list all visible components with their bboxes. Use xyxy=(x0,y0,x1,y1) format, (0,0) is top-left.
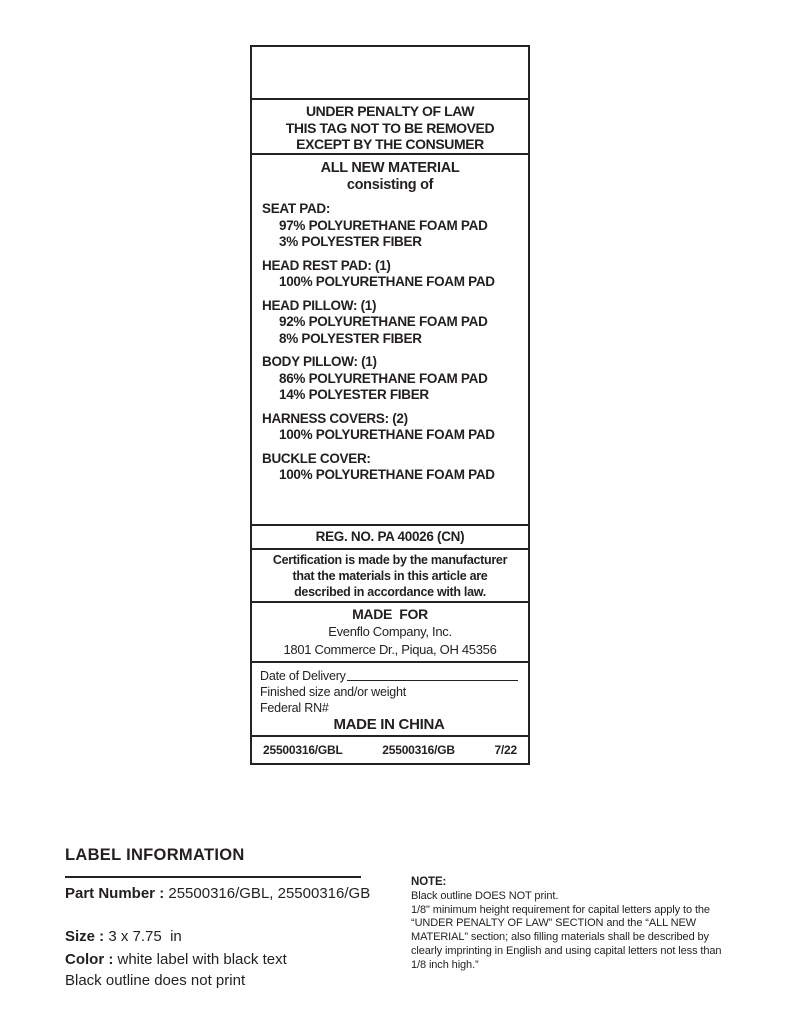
part-number-value: 25500316/GBL, 25500316/GB xyxy=(168,885,371,902)
penalty-line-2: THIS TAG NOT TO BE REMOVED xyxy=(285,119,495,136)
made-for-title: MADE FOR xyxy=(352,606,428,622)
material-name: BUCKLE COVER: xyxy=(262,450,371,466)
finished-size-label: Finished size and/or weight xyxy=(260,685,407,699)
part-number-gbl: 25500316/GBL xyxy=(263,743,343,757)
date-of-delivery-blank-line xyxy=(347,680,518,681)
material-name: SEAT PAD: xyxy=(262,201,331,216)
materials-subheader: consisting of xyxy=(346,177,434,193)
law-tag-label xyxy=(250,45,530,765)
date-of-delivery-label: Date of Delivery xyxy=(260,669,346,683)
certification-line-3: described in accordance with law. xyxy=(294,585,486,599)
part-number-gb: 25500316/GB xyxy=(382,743,455,757)
certification-line-2: that the materials in this article are xyxy=(292,569,488,583)
part-number-row xyxy=(65,885,370,902)
material-name: HARNESS COVERS: (2) xyxy=(262,410,408,426)
material-content: 8% POLYESTER FIBER xyxy=(279,330,422,346)
material-name: HEAD PILLOW: (1) xyxy=(262,297,377,313)
color-label: Color : xyxy=(65,951,114,968)
note-line-6: 1/8 inch high.” xyxy=(411,958,479,971)
size-row xyxy=(65,928,182,945)
color-value: white label with black text xyxy=(117,951,287,968)
material-content: 14% POLYESTER FIBER xyxy=(279,387,429,402)
date-code: 7/22 xyxy=(494,743,517,757)
color-row xyxy=(65,951,287,968)
note-line-3: “UNDER PENALTY OF LAW” SECTION and the “ALL NEW xyxy=(411,917,697,930)
note-line-1: Black outline DOES NOT print. xyxy=(411,889,559,902)
note-title: NOTE: xyxy=(411,876,447,888)
material-item-head-rest-pad xyxy=(252,258,528,291)
outline-note: Black outline does not print xyxy=(65,972,246,989)
material-item-seat-pad xyxy=(252,201,528,251)
company-address: 1801 Commerce Dr., Piqua, OH 45356 xyxy=(283,642,497,657)
material-content: 92% POLYURETHANE FOAM PAD xyxy=(279,314,488,329)
made-in-china: MADE IN CHINA xyxy=(333,716,445,733)
materials-header: ALL NEW MATERIAL xyxy=(320,160,460,176)
part-number-label: Part Number : xyxy=(65,885,165,902)
made-for-section xyxy=(252,603,528,663)
material-content: 3% POLYESTER FIBER xyxy=(279,234,422,249)
penalty-section xyxy=(252,100,528,155)
note-line-4: MATERIAL” section; also filling materials shall be described by xyxy=(411,931,709,944)
material-item-head-pillow xyxy=(252,298,528,348)
penalty-line-1: UNDER PENALTY OF LAW xyxy=(305,103,475,119)
title-underline xyxy=(65,876,361,878)
part-number-footer-row xyxy=(252,737,528,763)
blank-header-box xyxy=(252,47,528,100)
note-section xyxy=(411,876,757,973)
note-line-5: clearly imprinting in English and using capital letters not less than xyxy=(411,944,722,957)
federal-rn-label: Federal RN# xyxy=(260,701,329,715)
material-content: 100% POLYURETHANE FOAM PAD xyxy=(279,274,495,289)
material-content: 97% POLYURETHANE FOAM PAD xyxy=(279,217,488,233)
company-name: Evenflo Company, Inc. xyxy=(328,624,452,639)
material-item-harness-covers xyxy=(252,411,528,444)
delivery-section xyxy=(252,663,528,737)
size-value: 3 x 7.75 in xyxy=(108,928,182,945)
certification-line-1: Certification is made by the manufacturer xyxy=(272,553,508,567)
label-information-title: LABEL INFORMATION xyxy=(65,846,245,864)
materials-section xyxy=(252,155,528,526)
size-label: Size : xyxy=(65,928,105,945)
certification-section xyxy=(252,550,528,603)
material-name: HEAD REST PAD: (1) xyxy=(262,257,391,273)
note-line-2: 1/8" minimum height requirement for capital letters apply to the xyxy=(411,903,710,916)
material-item-buckle-cover xyxy=(252,451,528,484)
reg-number: REG. NO. PA 40026 (CN) xyxy=(252,526,528,550)
penalty-line-3: EXCEPT BY THE CONSUMER xyxy=(296,136,484,152)
material-content: 100% POLYURETHANE FOAM PAD xyxy=(279,427,495,442)
date-of-delivery-row xyxy=(260,668,518,684)
material-content: 100% POLYURETHANE FOAM PAD xyxy=(279,467,495,482)
material-item-body-pillow xyxy=(252,354,528,404)
material-content: 86% POLYURETHANE FOAM PAD xyxy=(279,370,488,386)
material-name: BODY PILLOW: (1) xyxy=(262,354,377,369)
